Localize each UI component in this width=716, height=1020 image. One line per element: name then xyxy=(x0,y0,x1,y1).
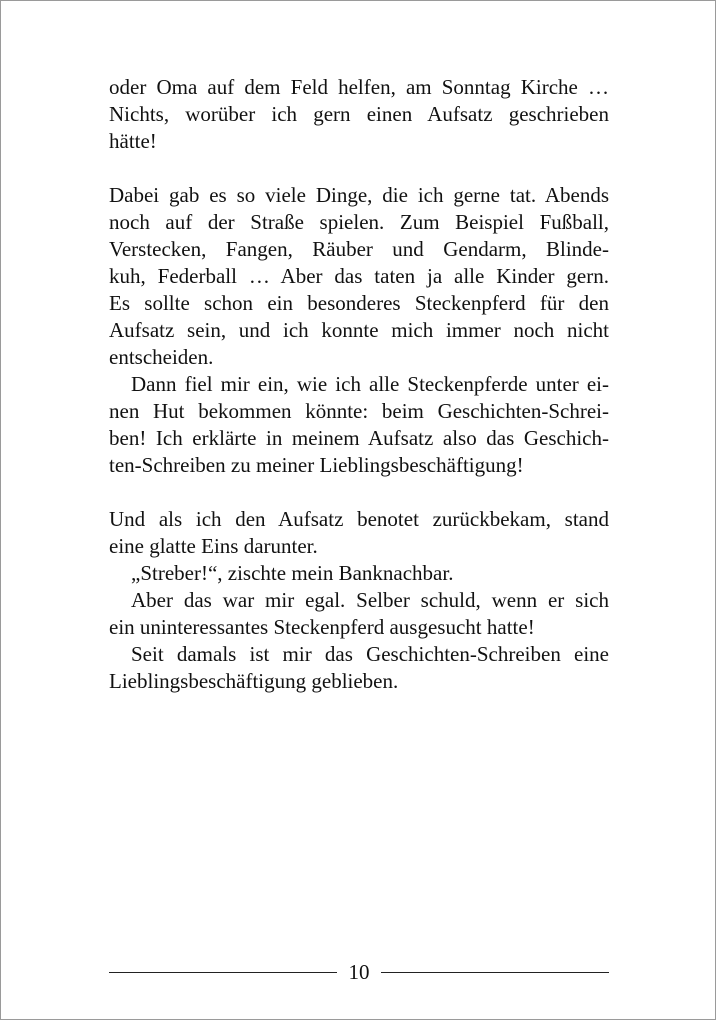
paragraph xyxy=(109,371,609,479)
footer-rule-left xyxy=(109,972,337,973)
paragraph xyxy=(109,560,609,587)
text-line: Und als ich den Aufsatz benotet zurückbekam, stand xyxy=(109,507,609,531)
text-line: Lieblingsbeschäftigung geblieben. xyxy=(109,669,399,693)
footer-rule-right xyxy=(381,972,609,973)
text-line: Aber das war mir egal. Selber schuld, wenn er sich xyxy=(131,588,609,612)
text-line: kuh, Federball … Aber das taten ja alle Kinder gern. xyxy=(109,264,609,288)
paragraph-gap xyxy=(109,479,609,506)
text-line: Es sollte schon ein besonderes Steckenpferd für den xyxy=(109,291,609,315)
text-line: noch auf der Straße spielen. Zum Beispiel Fußball, xyxy=(109,210,609,234)
page-number: 10 xyxy=(348,960,370,984)
text-line: „Streber!“, zischte mein Banknachbar. xyxy=(131,561,454,585)
paragraph-gap xyxy=(109,155,609,182)
paragraph xyxy=(109,641,609,695)
page-footer xyxy=(109,959,609,987)
text-line: hätte! xyxy=(109,129,157,153)
paragraph xyxy=(109,587,609,641)
text-line: Dabei gab es so viele Dinge, die ich gerne tat. Abends xyxy=(109,183,609,207)
text-line: Nichts, worüber ich gern einen Aufsatz geschrieben xyxy=(109,102,609,126)
body-text xyxy=(109,74,609,695)
text-line: Seit damals ist mir das Geschichten-Schreiben eine xyxy=(131,642,609,666)
text-line: Dann fiel mir ein, wie ich alle Steckenpferde unter ei- xyxy=(131,372,609,396)
text-line: Verstecken, Fangen, Räuber und Gendarm, Blinde- xyxy=(109,237,609,261)
paragraph xyxy=(109,506,609,560)
text-line: entscheiden. xyxy=(109,345,214,369)
text-line: ein uninteressantes Steckenpferd ausgesucht hatte! xyxy=(109,615,535,639)
text-line: ben! Ich erklärte in meinem Aufsatz also das Geschich- xyxy=(109,426,609,450)
paragraph xyxy=(109,74,609,155)
text-line: nen Hut bekommen könnte: beim Geschichten-Schrei- xyxy=(109,399,609,423)
paragraph xyxy=(109,182,609,371)
text-line: eine glatte Eins darunter. xyxy=(109,534,318,558)
text-line: oder Oma auf dem Feld helfen, am Sonntag Kirche … xyxy=(109,75,609,99)
text-line: ten-Schreiben zu meiner Lieblingsbeschäftigung! xyxy=(109,453,524,477)
text-line: Aufsatz sein, und ich konnte mich immer noch nicht xyxy=(109,318,609,342)
